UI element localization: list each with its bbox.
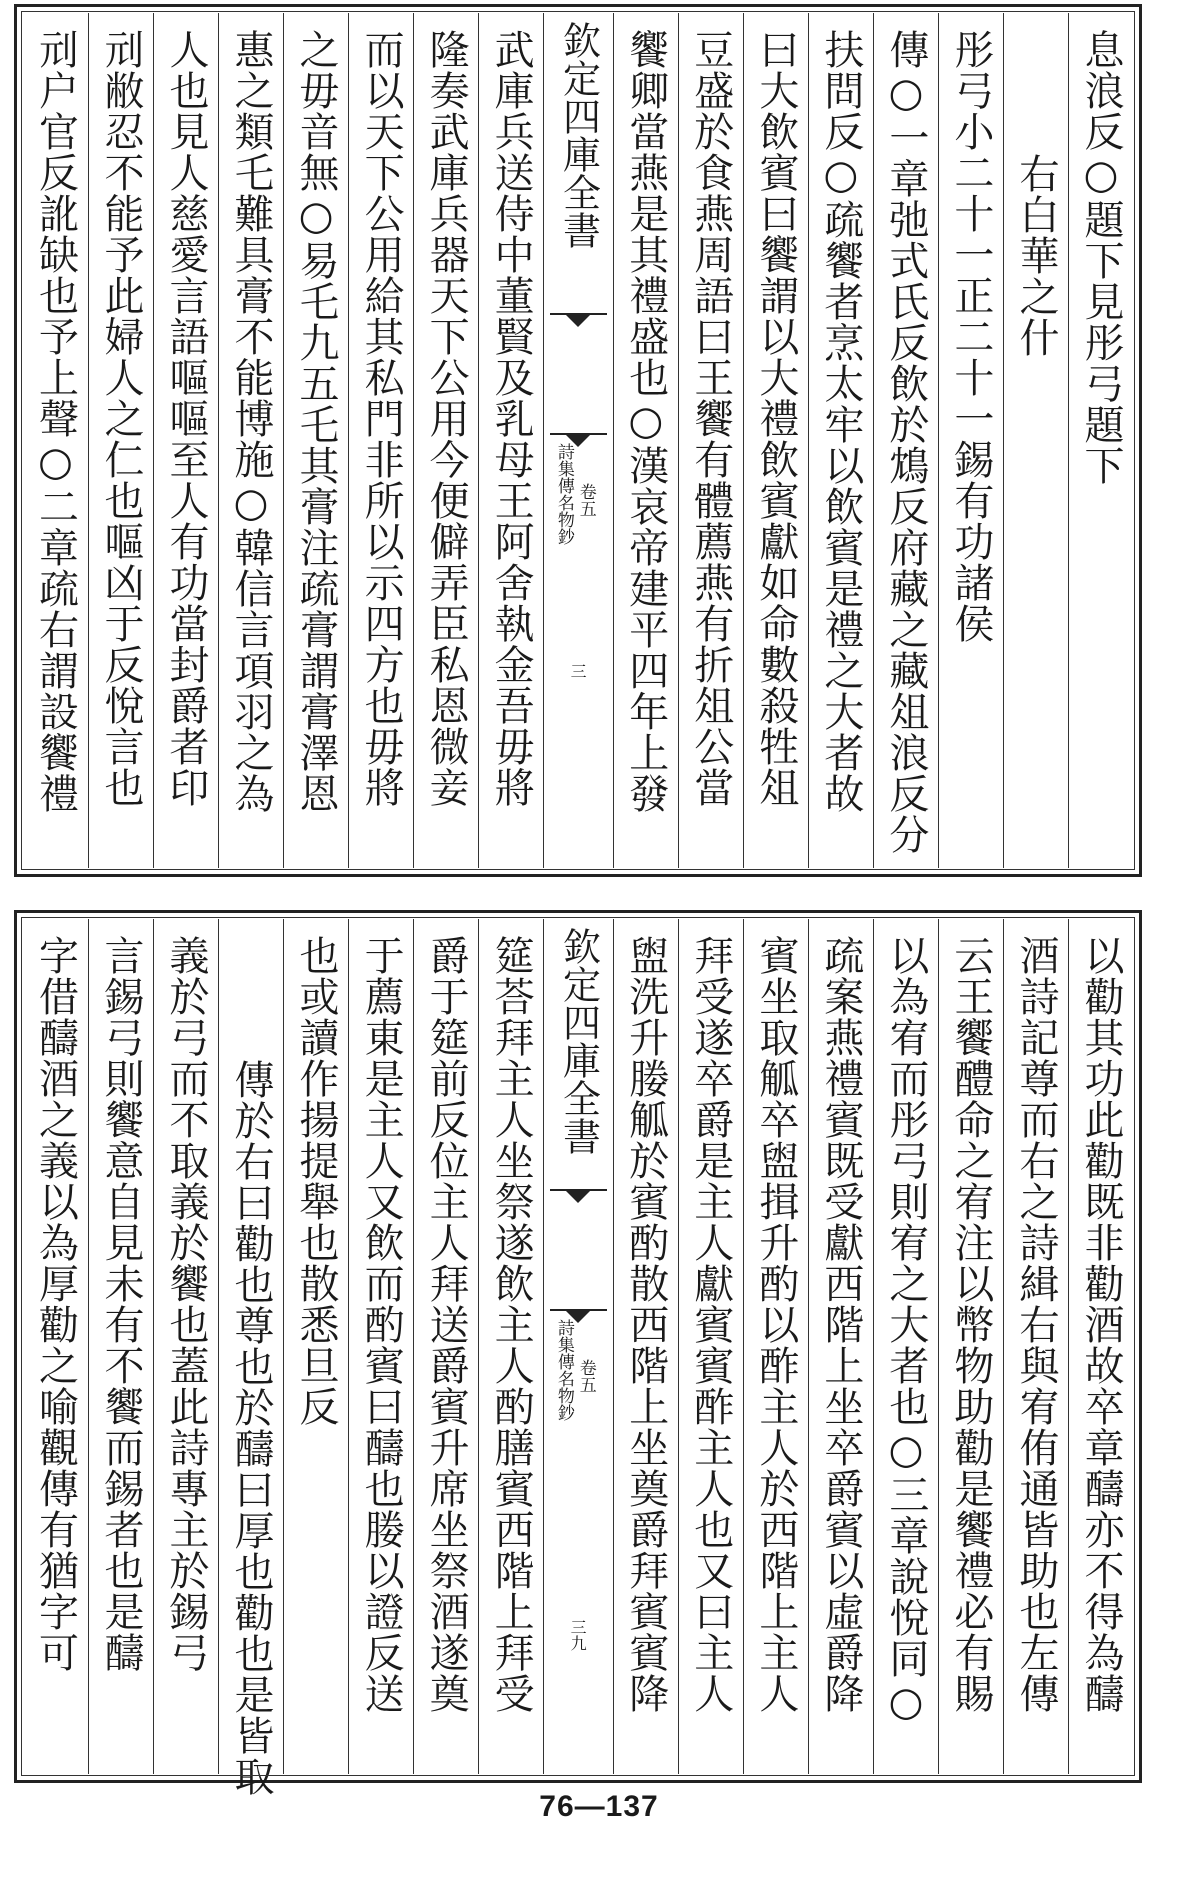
- text-column: 字借醻酒之義以為厚勸之喻觀傳有猶字可: [32, 935, 79, 1673]
- text-column: 以勸其功此勸既非勸酒故卒章醻亦不得為醻: [1068, 919, 1133, 1774]
- text-column: 傳○一章弛式氏反飲於鴆反府藏之藏俎浪反分: [873, 13, 938, 868]
- text-column: 酒詩記尊而右之詩緝右與宥侑通皆助也左傳: [1003, 919, 1068, 1774]
- center-column: [543, 13, 613, 868]
- folio-number: 三: [568, 663, 588, 679]
- text-column: 于薦東是主人又飲而酌賓曰醻也媵以證反送: [348, 919, 413, 1774]
- book-title: 欽定四庫全書: [556, 21, 601, 249]
- text-column: 刓户官反訛缺也予上聲○二章疏右謂設饗禮: [32, 29, 79, 814]
- volume-label: 卷五: [575, 483, 596, 517]
- text-column: 而以天下公用給其私門非所以示四方也毋將: [348, 13, 413, 868]
- text-column: 疏案燕禮賓既受獻西階上坐卒爵賓以虛爵降: [808, 919, 873, 1774]
- text-column: 扶問反○疏饗者烹太牢以飲賓是禮之大者故: [808, 13, 873, 868]
- bottom-page: [14, 910, 1142, 1797]
- top-page: [14, 4, 1142, 877]
- text-column: 惠之類乇難具膏不能博施○韓信言項羽之為: [218, 13, 283, 868]
- text-column: 也或讀作揚提舉也散悉旦反: [283, 919, 348, 1774]
- text-column: 右白華之什: [1003, 13, 1068, 868]
- book-title: 欽定四庫全書: [556, 927, 601, 1155]
- text-column: 爵于筵前反位主人拜送爵賓升席坐祭酒遂奠: [413, 919, 478, 1774]
- text-column: 賓坐取觚卒盥揖升酌以酢主人於西階上主人: [743, 919, 808, 1774]
- text-column: 隆奏武庫兵器天下公用今便僻弄臣私恩微妾: [413, 13, 478, 868]
- text-column: 以為宥而彤弓則宥之大者也○三章說悅同○: [873, 919, 938, 1774]
- text-column: 豆盛於食燕周語曰王饗有體薦燕有折俎公當: [678, 13, 743, 868]
- text-column: 義於弓而不取義於饗也蓋此詩專主於錫弓: [153, 919, 218, 1774]
- fish-tail-ornament: [550, 1189, 607, 1209]
- volume-label: 卷五: [575, 1359, 596, 1393]
- text-column: 之毋音無○易乇九五乇其膏注疏膏謂膏澤恩: [283, 13, 348, 868]
- text-column: 武庫兵送侍中董賢及乳母王阿舍執金吾毋將: [478, 13, 543, 868]
- center-column: [543, 919, 613, 1774]
- text-column: 人也見人慈愛言語嘔嘔至人有功當封爵者印: [153, 13, 218, 868]
- fish-tail-ornament: [550, 313, 607, 333]
- text-column: 拜受遂卒爵是主人獻賓賓酢主人也又曰主人: [678, 919, 743, 1774]
- page-number: 76—137: [539, 1790, 659, 1823]
- text-column: 言錫弓則饗意自見未有不饗而錫者也是醻: [88, 919, 153, 1774]
- text-column: 盥洗升媵觚於賓酌散西階上坐奠爵拜賓賓降: [613, 919, 678, 1774]
- text-column: 刓敝忍不能予此婦人之仁也嘔凶于反悅言也: [88, 13, 153, 868]
- book-subtitle: 詩集傳名物鈔: [553, 443, 574, 545]
- text-column: 息浪反○題下見彤弓題下: [1068, 13, 1133, 868]
- book-subtitle: 詩集傳名物鈔: [553, 1319, 574, 1421]
- text-column: 云王饗醴命之宥注以幣物助勸是饗禮必有賜: [938, 919, 1003, 1774]
- text-column: 彤弓小二十一正二十一錫有功諸侯: [938, 13, 1003, 868]
- folio-number: 三九: [568, 1619, 588, 1651]
- text-column: 筵荅拜主人坐祭遂飲主人酌膳賓西階上拜受: [478, 919, 543, 1774]
- text-column: 傳於右曰勸也尊也於醻曰厚也勸也是皆取: [218, 919, 283, 1774]
- text-column: 曰大飲賓曰饗謂以大禮飲賓獻如命數殺牲俎: [743, 13, 808, 868]
- text-column: 饗卿當燕是其禮盛也○漢哀帝建平四年上發: [613, 13, 678, 868]
